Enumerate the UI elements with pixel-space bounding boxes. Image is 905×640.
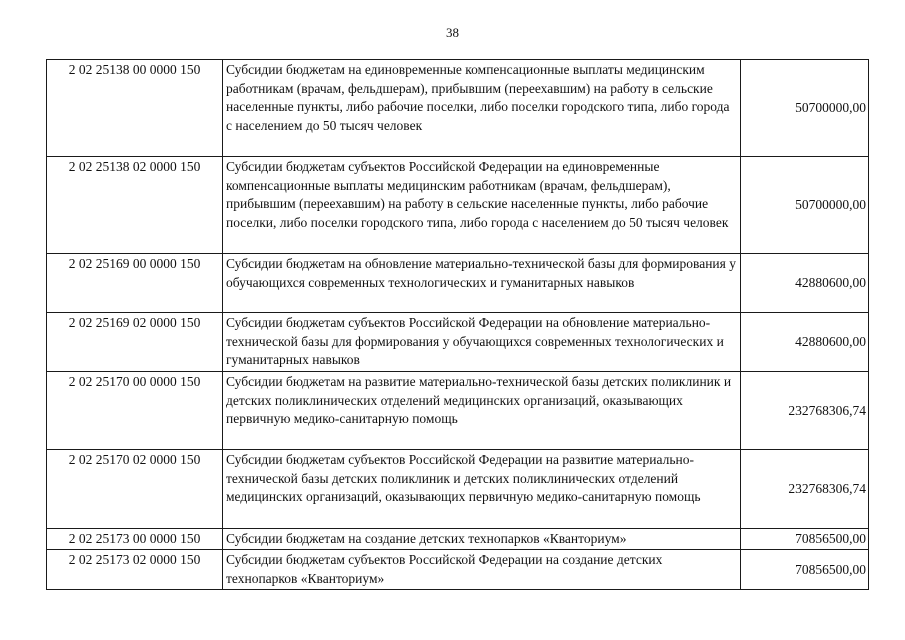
table-row [47, 529, 869, 550]
classification-code: 2 02 25138 02 0000 150 [47, 157, 223, 254]
income-description: Субсидии бюджетам на обновление материально-технической базы для формирования у обучающихся современных технологических и гуманитарных навыков [223, 254, 741, 313]
amount-value: 232768306,74 [741, 372, 869, 450]
classification-code: 2 02 25173 02 0000 150 [47, 550, 223, 590]
classification-code: 2 02 25170 00 0000 150 [47, 372, 223, 450]
income-description: Субсидии бюджетам субъектов Российской Федерации на создание детских технопарков «Кванториум» [223, 550, 741, 590]
table-row [47, 157, 869, 254]
income-description: Субсидии бюджетам субъектов Российской Федерации на обновление материально-технической базы для формирования у обучающихся современных технологических и гуманитарных навыков [223, 313, 741, 372]
classification-code: 2 02 25173 00 0000 150 [47, 529, 223, 550]
classification-code: 2 02 25138 00 0000 150 [47, 60, 223, 157]
income-description: Субсидии бюджетам на развитие материально-технической базы детских поликлиник и детских поликлинических отделений медицинских организаций, оказывающих первичную медико-санитарную помощь [223, 372, 741, 450]
table-row [47, 60, 869, 157]
classification-code: 2 02 25169 00 0000 150 [47, 254, 223, 313]
classification-code: 2 02 25170 02 0000 150 [47, 450, 223, 529]
income-description: Субсидии бюджетам на создание детских технопарков «Кванториум» [223, 529, 741, 550]
amount-value: 50700000,00 [741, 157, 869, 254]
table-row [47, 372, 869, 450]
amount-value: 50700000,00 [741, 60, 869, 157]
table-row [47, 450, 869, 529]
income-description: Субсидии бюджетам субъектов Российской Федерации на единовременные компенсационные выплаты медицинским работникам (врачам, фельдшерам), прибывшим (переехавшим) на работу в сельские населенные пункты, либо рабочие поселки, либо поселки городского типа, либо города с населением до 50 тысяч человек [223, 157, 741, 254]
amount-value: 42880600,00 [741, 254, 869, 313]
income-description: Субсидии бюджетам субъектов Российской Федерации на развитие материально-технической базы детских поликлиник и детских поликлинических отделений медицинских организаций, оказывающих первичную медико-санитарную помощь [223, 450, 741, 529]
income-description: Субсидии бюджетам на единовременные компенсационные выплаты медицинским работникам (врачам, фельдшерам), прибывшим (переехавшим) на работу в сельские населенные пункты, либо рабочие поселки, либо поселки городского типа, либо города с населением до 50 тысяч человек [223, 60, 741, 157]
amount-value: 70856500,00 [741, 550, 869, 590]
table-row [47, 254, 869, 313]
budget-table [46, 59, 869, 590]
page-number: 38 [446, 25, 459, 40]
table-row [47, 313, 869, 372]
amount-value: 70856500,00 [741, 529, 869, 550]
table-row [47, 550, 869, 590]
amount-value: 42880600,00 [741, 313, 869, 372]
amount-value: 232768306,74 [741, 450, 869, 529]
classification-code: 2 02 25169 02 0000 150 [47, 313, 223, 372]
